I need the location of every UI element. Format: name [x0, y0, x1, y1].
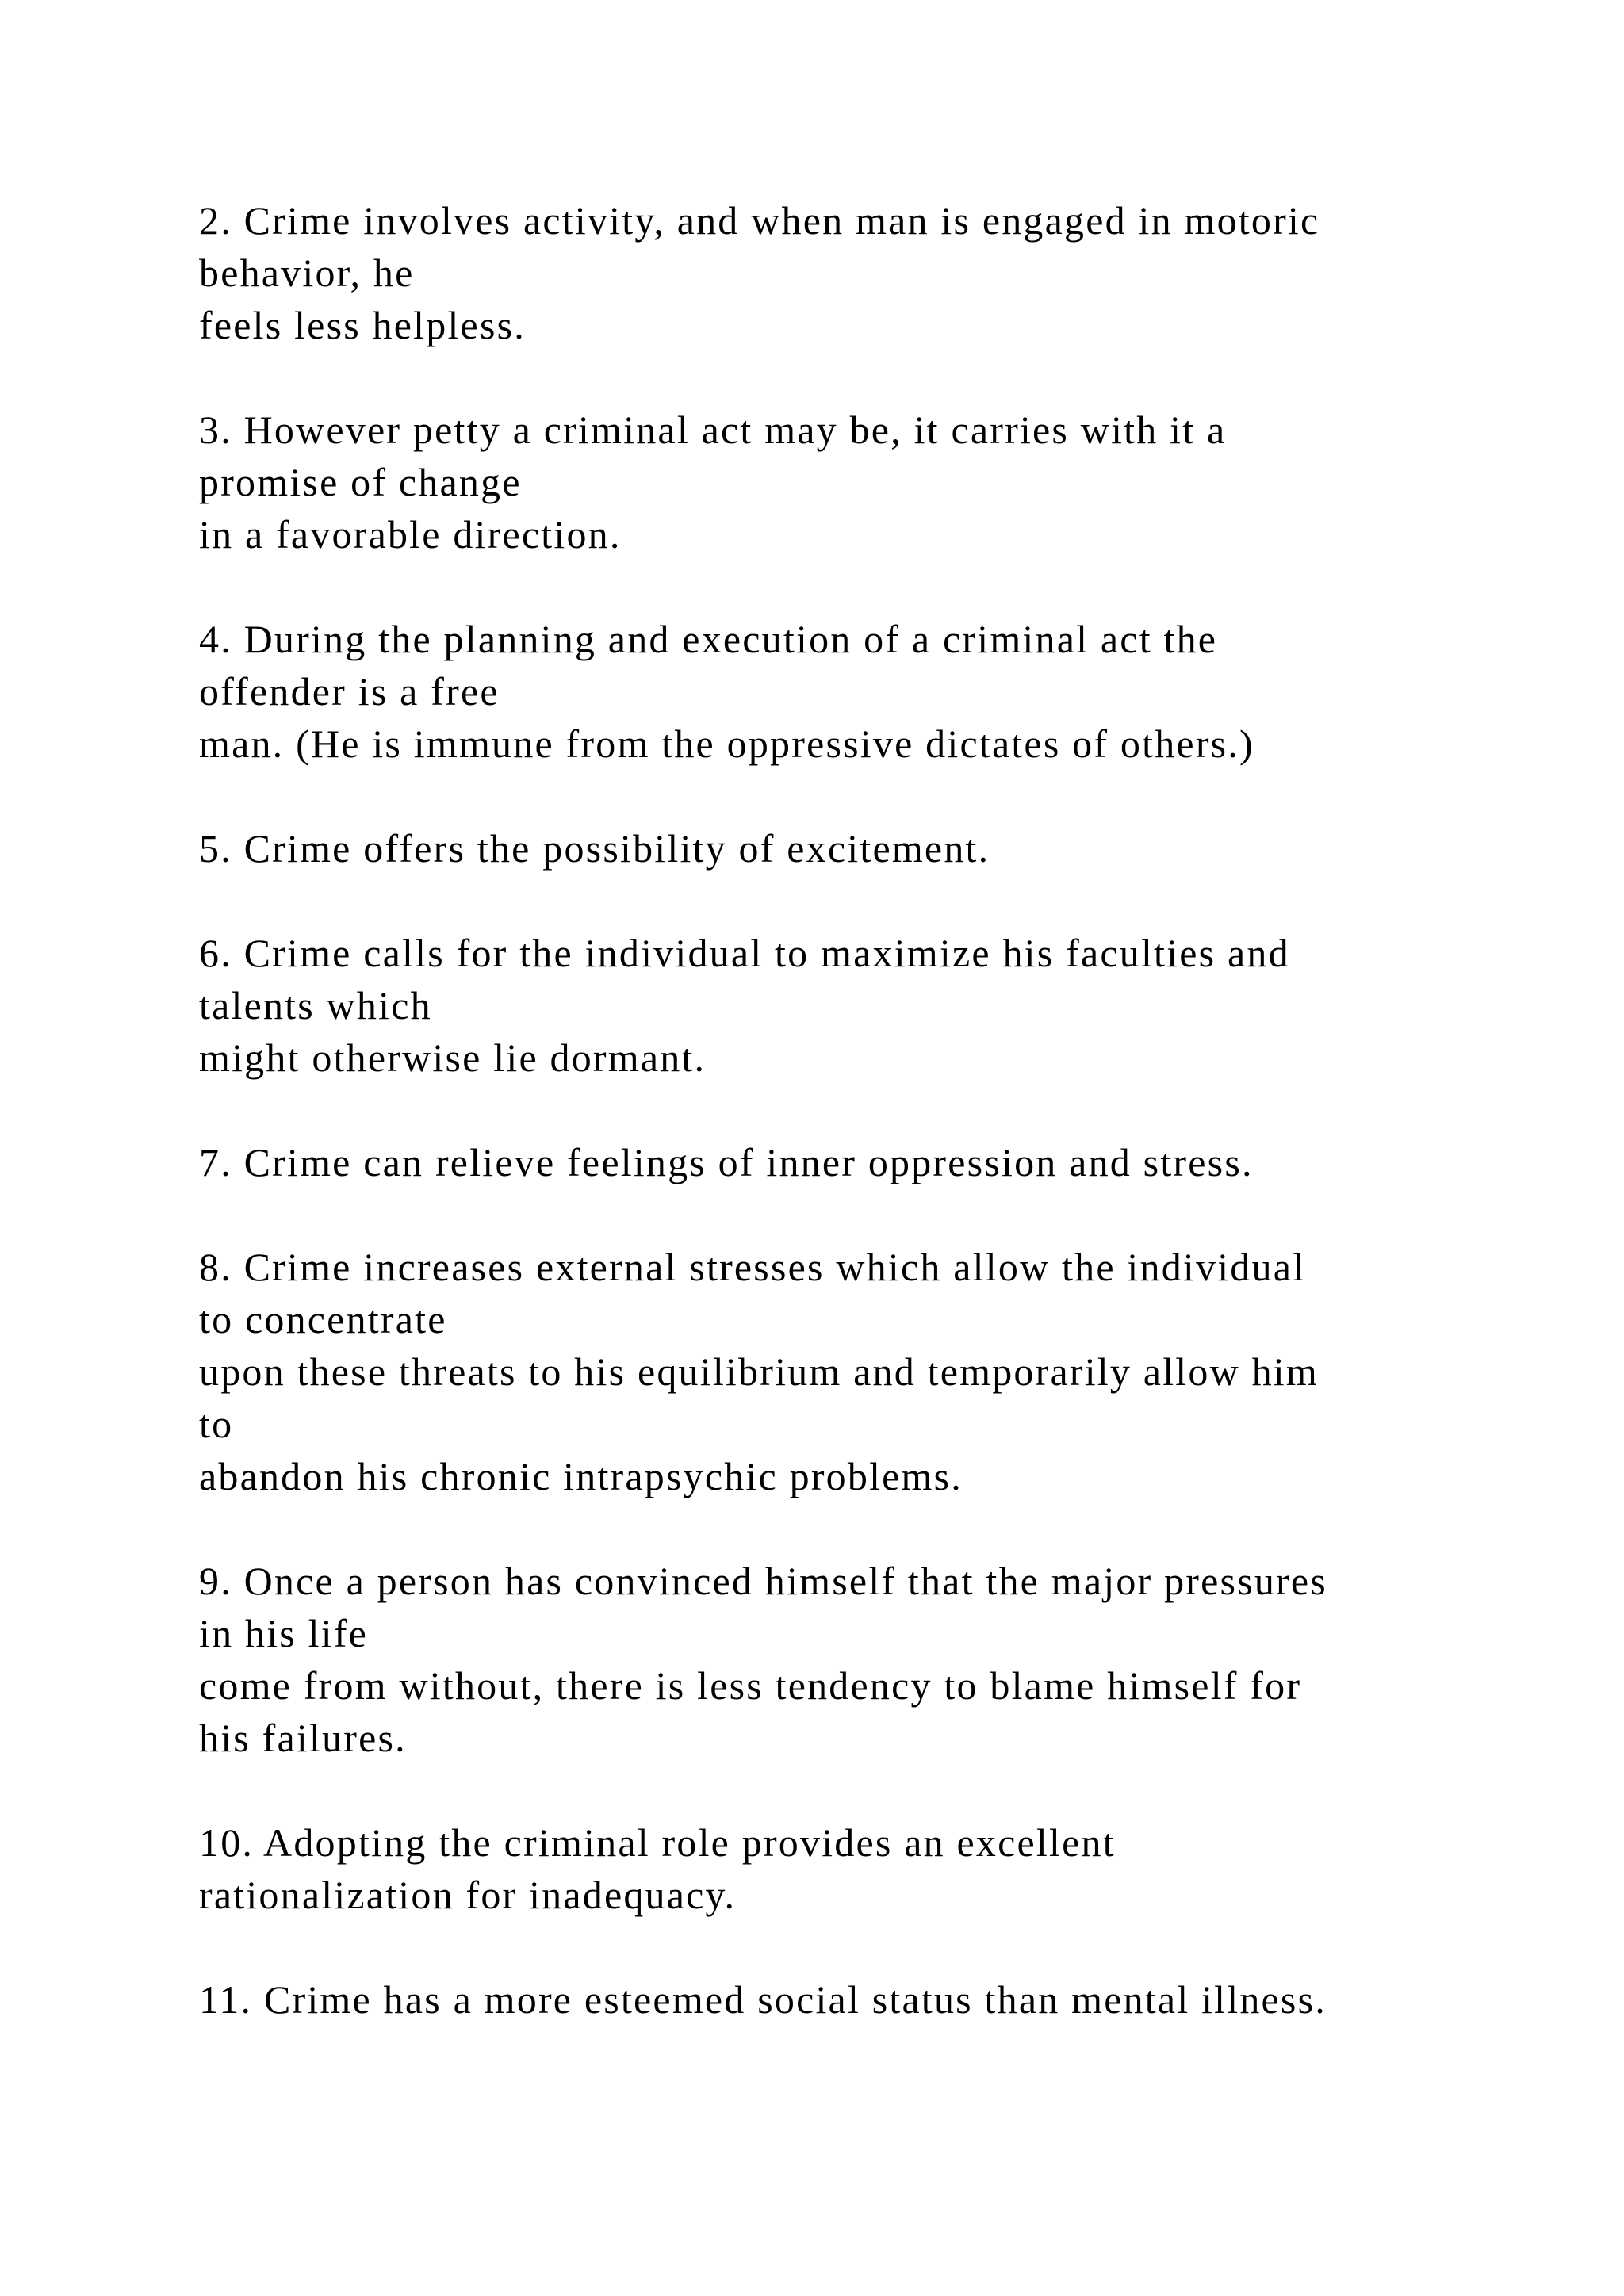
list-item-3: [199, 404, 1484, 561]
document-body: [199, 194, 1484, 2078]
item-line: 3. However petty a criminal act may be, it carries with it a: [199, 408, 1227, 452]
item-line: abandon his chronic intrapsychic problems.: [199, 1454, 963, 1498]
list-item-9: [199, 1555, 1484, 1764]
item-line: to: [199, 1402, 234, 1446]
item-line: 10. Adopting the criminal role provides an excellent: [199, 1820, 1116, 1865]
item-line: promise of change: [199, 460, 522, 504]
item-line: talents which: [199, 983, 432, 1027]
list-item-10: [199, 1816, 1484, 1921]
list-item-6: [199, 927, 1484, 1084]
item-line: behavior, he: [199, 251, 415, 295]
list-item-11: [199, 1973, 1484, 2026]
item-line: 2. Crime involves activity, and when man is engaged in motoric: [199, 198, 1320, 243]
list-item-2: [199, 194, 1484, 351]
item-line: 5. Crime offers the possibility of excitement.: [199, 826, 990, 871]
item-line: 11. Crime has a more esteemed social status than mental illness.: [199, 1977, 1327, 2022]
item-line: rationalization for inadequacy.: [199, 1873, 737, 1917]
item-line: 6. Crime calls for the individual to maximize his faculties and: [199, 931, 1290, 975]
item-line: feels less helpless.: [199, 303, 526, 347]
list-item-7: [199, 1136, 1484, 1188]
item-line: in a favorable direction.: [199, 512, 622, 557]
item-line: 9. Once a person has convinced himself that the major pressures: [199, 1559, 1327, 1603]
list-item-5: [199, 822, 1484, 874]
item-line: 4. During the planning and execution of a criminal act the: [199, 617, 1218, 661]
item-line: upon these threats to his equilibrium and temporarily allow him: [199, 1349, 1319, 1394]
list-item-4: [199, 613, 1484, 770]
item-line: 8. Crime increases external stresses which allow the individual: [199, 1245, 1306, 1289]
item-line: man. (He is immune from the oppressive dictates of others.): [199, 721, 1254, 766]
list-item-8: [199, 1241, 1484, 1502]
item-line: to concentrate: [199, 1297, 447, 1341]
item-line: 7. Crime can relieve feelings of inner oppression and stress.: [199, 1140, 1254, 1184]
item-line: his failures.: [199, 1716, 407, 1760]
item-line: might otherwise lie dormant.: [199, 1035, 707, 1080]
item-line: offender is a free: [199, 669, 500, 714]
item-line: in his life: [199, 1611, 369, 1655]
item-line: come from without, there is less tendency to blame himself for: [199, 1663, 1302, 1708]
